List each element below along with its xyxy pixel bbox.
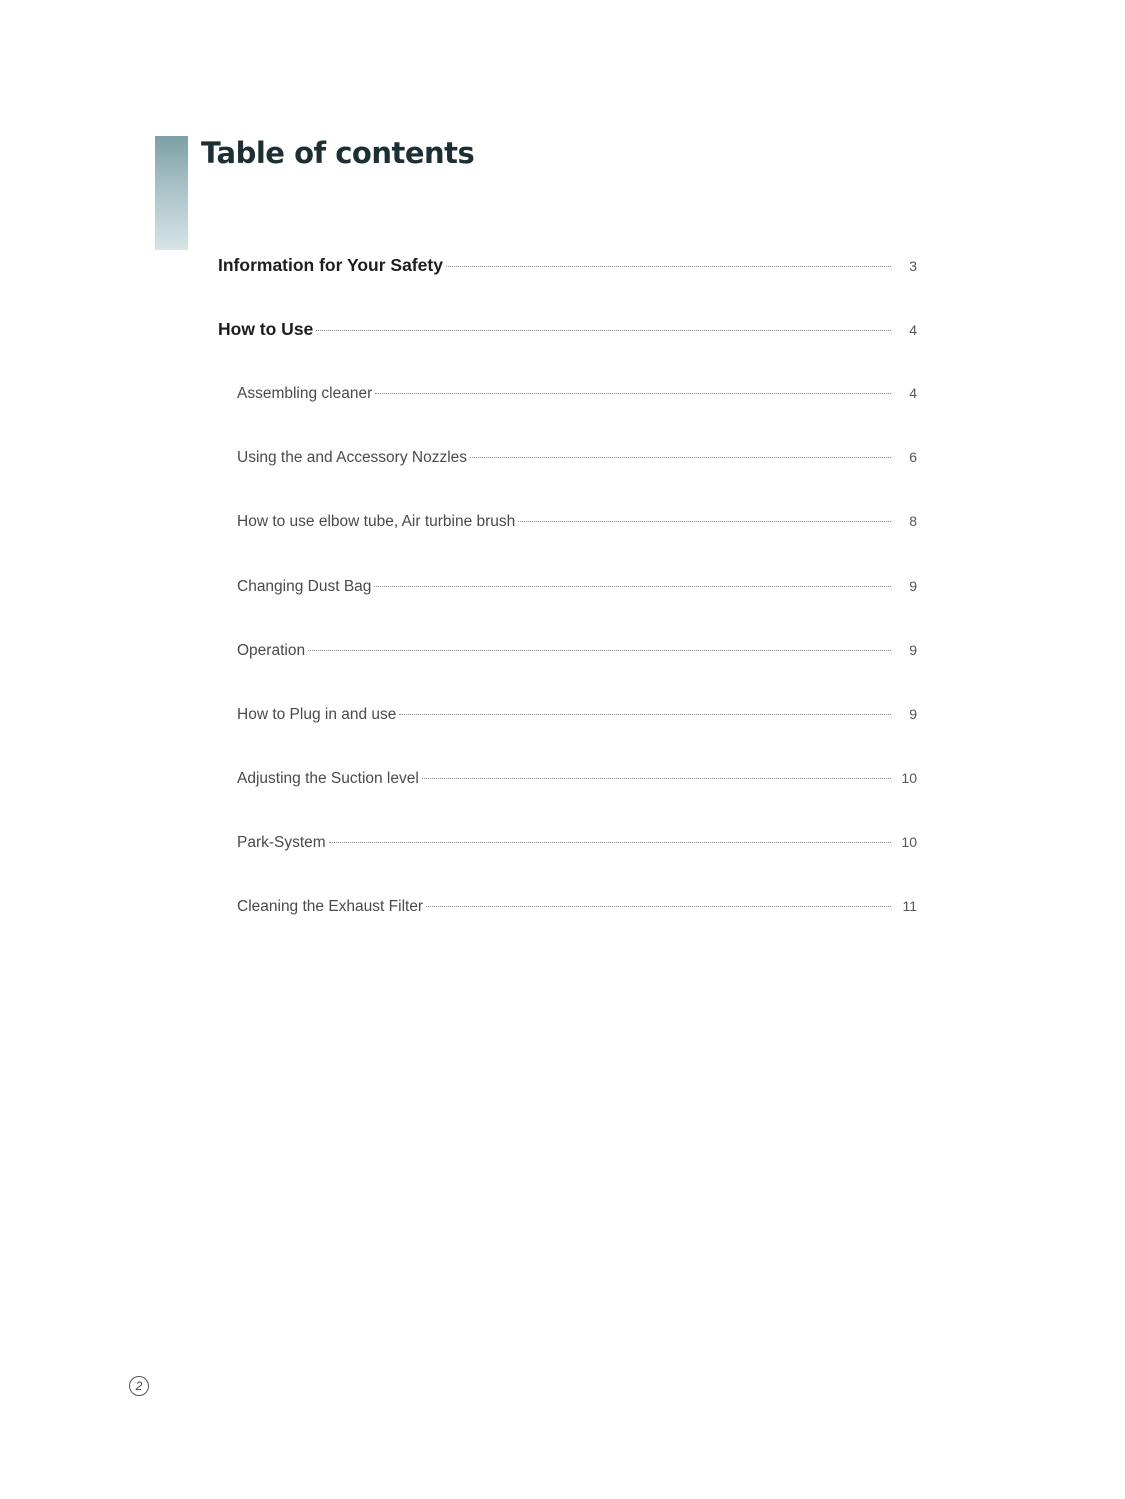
page-number-circle: 2 [129, 1376, 149, 1396]
toc-entry-page: 6 [909, 449, 917, 465]
toc-entry-accessory-nozzles[interactable] [237, 449, 917, 473]
title-accent-bar [155, 136, 188, 250]
toc-entry-park-system[interactable] [237, 834, 917, 858]
toc-entry-label: Cleaning the Exhaust Filter [237, 898, 424, 915]
toc-entry-page: 3 [909, 258, 917, 274]
toc-entry-page: 10 [901, 834, 917, 850]
dot-leader [470, 457, 891, 458]
toc-entry-label: Park-System [237, 834, 326, 851]
toc-entry-label: Operation [237, 642, 306, 659]
toc-entry-how-to-use[interactable] [218, 319, 917, 343]
dot-leader [399, 714, 891, 715]
dot-leader [374, 586, 891, 587]
dot-leader [316, 330, 891, 331]
dot-leader [308, 650, 891, 651]
dot-leader [426, 906, 891, 907]
toc-entry-label: Using the and Accessory Nozzles [237, 449, 468, 466]
toc-entry-page: 11 [902, 898, 917, 914]
dot-leader [446, 266, 891, 267]
toc-entry-label: How to Plug in and use [237, 706, 397, 723]
toc-entry-changing-dust-bag[interactable] [237, 578, 917, 602]
dot-leader [375, 393, 891, 394]
toc-entry-adjusting-suction-level[interactable] [237, 770, 917, 794]
page-title: Table of contents [201, 136, 475, 170]
toc-entry-page: 4 [909, 385, 917, 401]
toc-entry-page: 9 [909, 706, 917, 722]
toc-entry-cleaning-exhaust-filter[interactable] [237, 898, 917, 922]
toc-entry-label: Assembling cleaner [237, 385, 373, 402]
dot-leader [518, 521, 891, 522]
toc-entry-information-for-your-safety[interactable] [218, 255, 917, 279]
toc-entry-page: 8 [909, 513, 917, 529]
toc-entry-page: 9 [909, 578, 917, 594]
toc-entry-assembling-cleaner[interactable] [237, 385, 917, 409]
toc-entry-page: 9 [909, 642, 917, 658]
dot-leader [422, 778, 891, 779]
toc-entry-label: How to use elbow tube, Air turbine brush [237, 513, 516, 530]
toc-entry-operation[interactable] [237, 642, 917, 666]
toc-entry-page: 4 [909, 322, 917, 338]
toc-entry-page: 10 [901, 770, 917, 786]
toc-entry-elbow-tube-air-turbine-brush[interactable] [237, 513, 917, 537]
toc-entry-label: Changing Dust Bag [237, 578, 372, 595]
dot-leader [329, 842, 891, 843]
toc-entry-label: Information for Your Safety [218, 255, 443, 275]
toc-entry-label: How to Use [218, 319, 314, 339]
toc-entry-label: Adjusting the Suction level [237, 770, 419, 787]
toc-entry-how-to-plug-in-and-use[interactable] [237, 706, 917, 730]
